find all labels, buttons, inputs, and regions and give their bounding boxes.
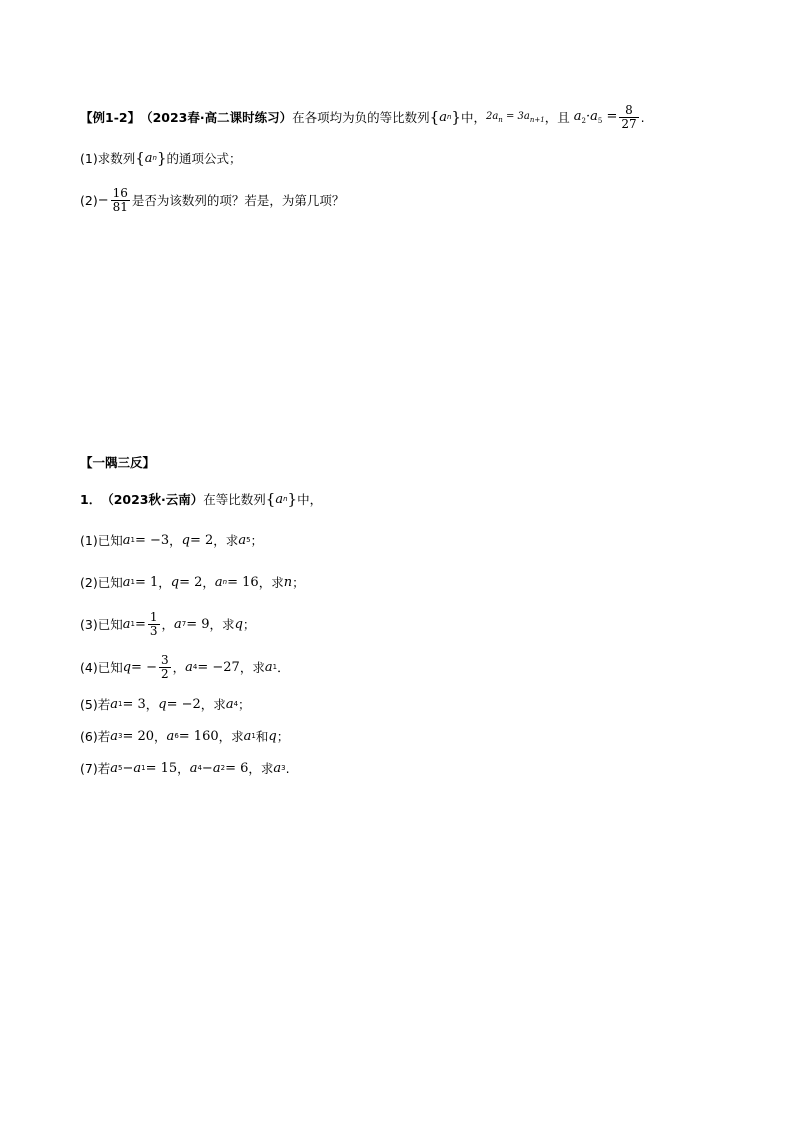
example-source: （2023春·高二课时练习） xyxy=(140,110,293,125)
item-1: (1)已知 a 1 = −3 ， q = 2 ，求 a 5 ； xyxy=(80,532,264,548)
fraction-8-27: $\frac{8}{27}$ xyxy=(621,102,637,131)
example-tag: 【例1-2】 xyxy=(80,110,141,125)
item-7: (7)若 a 5 − a 1 = 15 ， a 4 − a 2 = 6 ，求 a 3 . xyxy=(80,760,290,776)
fraction-16-81: $\frac{16}{81}$ xyxy=(112,185,128,214)
exercise-heading: 1． （2023秋·云南） 在等比数列 { a n } 中， xyxy=(80,490,323,508)
product-formula: $a_2\cdot a_5$ = xyxy=(573,109,618,125)
section-title: 【一隅三反】 xyxy=(80,455,156,470)
condition-formula: $2a_n = 3a_{n+1}$ xyxy=(485,110,545,124)
example-heading: 【例1-2】 （2023春·高二课时练习） 在各项均为负的等比数列 { a n } 中， $2a_n = 3a_{n+1}$ ，且 $a_2\cdot a_5$ = $\frac{8}{27}$ . xyxy=(80,102,645,131)
fraction-3-2: $\frac{3}{2}$ xyxy=(160,652,169,681)
question-1: (1)求数列 { a n } 的通项公式； xyxy=(80,149,242,167)
fraction-1-3: $\frac{1}{3}$ xyxy=(149,609,158,638)
example-intro: 在各项均为负的等比数列 xyxy=(292,110,430,125)
item-2: (2)已知 a 1 = 1 ， q = 2 ， a n = 16 ，求 n ； xyxy=(80,574,305,590)
item-3: (3)已知 a 1 = $\frac{1}{3}$ ， a 7 = 9 ，求 q ； xyxy=(80,609,256,638)
item-4: (4)已知 q = − $\frac{3}{2}$ ， a 4 = −27 ，求 a 1 ． xyxy=(80,652,290,681)
item-6: (6)若 a 3 = 20 ， a 6 = 160 ，求 a 1 和 q ； xyxy=(80,728,290,744)
set-brace-open: { xyxy=(429,108,440,126)
set-brace-close: } xyxy=(451,108,461,126)
question-2: (2) − $\frac{16}{81}$ 是否为该数列的项？若是，为第几项？ xyxy=(80,185,345,214)
item-5: (5)若 a 1 = 3 ， q = −2 ，求 a 4 ； xyxy=(80,696,251,712)
